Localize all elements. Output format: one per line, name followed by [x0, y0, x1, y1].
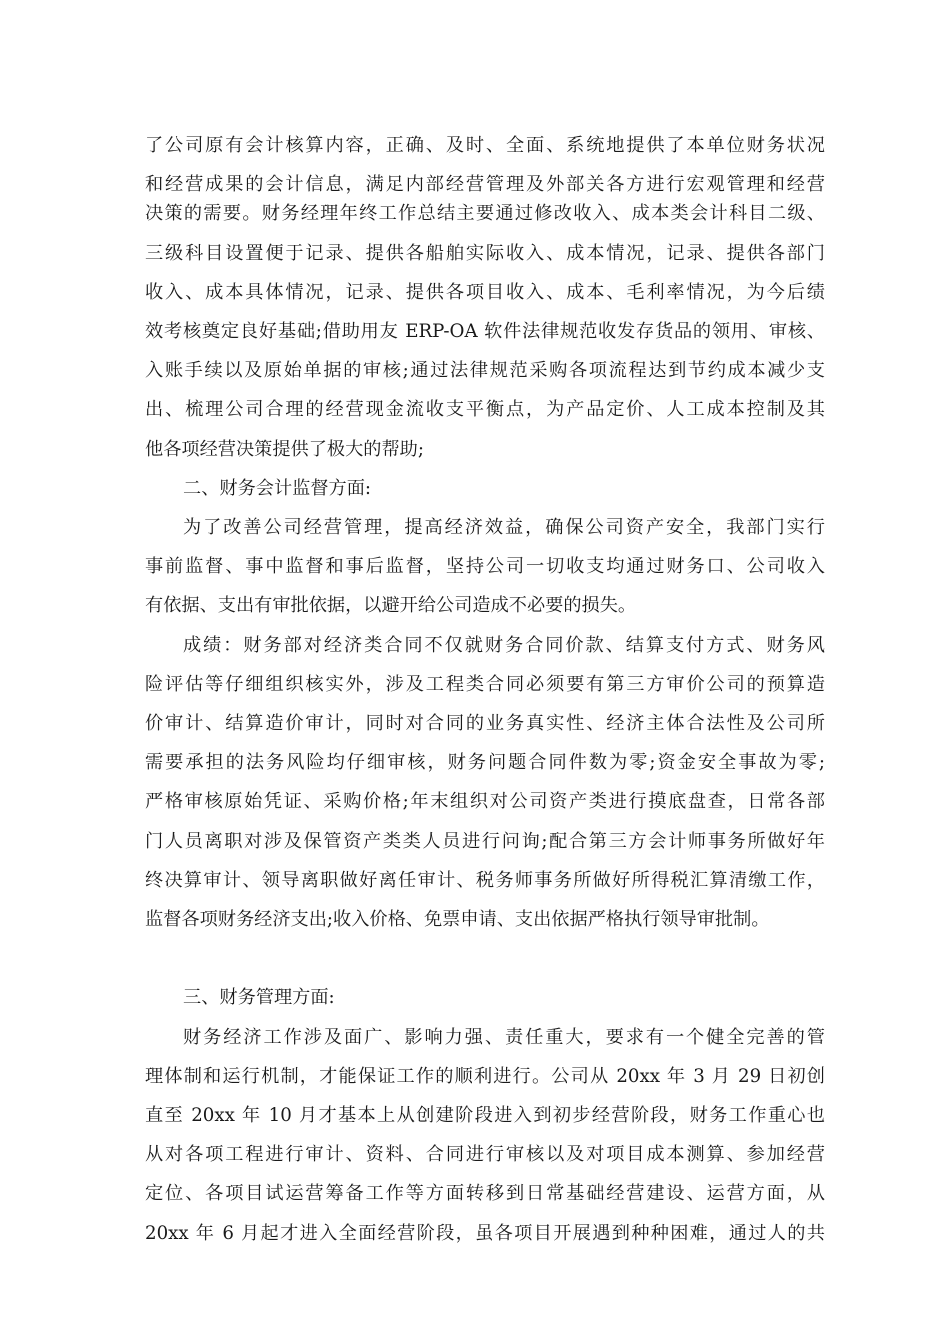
section-heading: 三、财务管理方面:: [183, 987, 335, 1008]
paragraph-line: 险评估等仔细组织核实外，涉及工程类合同必须要有第三方审价公司的预算造: [145, 674, 825, 695]
paragraph-line: 从对各项工程进行审计、资料、合同进行审核以及对项目成本测算、参加经营: [145, 1144, 825, 1165]
paragraph-line: 三级科目设置便于记录、提供各船舶实际收入、成本情况，记录、提供各部门: [145, 243, 825, 264]
paragraph-line: 效考核奠定良好基础;借助用友 ERP-OA 软件法律规范收发存货品的领用、审核、: [145, 321, 825, 342]
paragraph-line: 了公司原有会计核算内容，正确、及时、全面、系统地提供了本单位财务状况: [145, 135, 825, 156]
paragraph-line: 他各项经营决策提供了极大的帮助;: [145, 439, 424, 460]
paragraph-line: 为了改善公司经营管理，提高经济效益，确保公司资产安全，我部门实行: [183, 517, 825, 538]
paragraph-line: 价审计、结算造价审计，同时对合同的业务真实性、经济主体合法性及公司所: [145, 713, 825, 734]
paragraph-line: 终决算审计、领导离职做好离任审计、税务师事务所做好所得税汇算清缴工作，: [145, 870, 825, 891]
paragraph-line: 成绩：财务部对经济类合同不仅就财务合同价款、结算支付方式、财务风: [183, 635, 825, 656]
paragraph-line: 决策的需要。财务经理年终工作总结主要通过修改收入、成本类会计科目二级、: [145, 203, 825, 224]
paragraph-line: 严格审核原始凭证、采购价格;年末组织对公司资产类进行摸底盘查，日常各部: [145, 791, 825, 812]
paragraph-line: 20xx 年 6 月起才进入全面经营阶段，虽各项目开展遇到种种困难，通过人的共: [145, 1223, 825, 1244]
paragraph-line: 和经营成果的会计信息，满足内部经营管理及外部关各方进行宏观管理和经营: [145, 174, 825, 195]
paragraph-line: 监督各项财务经济支出;收入价格、免票申请、支出依据严格执行领导审批制。: [145, 909, 770, 930]
paragraph-line: 事前监督、事中监督和事后监督，坚持公司一切收支均通过财务口、公司收入: [145, 556, 825, 577]
paragraph-line: 定位、各项目试运营筹备工作等方面转移到日常基础经营建设、运营方面，从: [145, 1183, 825, 1204]
paragraph-line: 财务经济工作涉及面广、影响力强、责任重大，要求有一个健全完善的管: [183, 1027, 825, 1048]
paragraph-line: 入账手续以及原始单据的审核;通过法律规范采购各项流程达到节约成本减少支: [145, 360, 825, 381]
paragraph-line: 门人员离职对涉及保管资产类类人员进行问询;配合第三方会计师事务所做好年: [145, 831, 825, 852]
paragraph-line: 出、梳理公司合理的经营现金流收支平衡点，为产品定价、人工成本控制及其: [145, 399, 825, 420]
paragraph-line: 直至 20xx 年 10 月才基本上从创建阶段进入到初步经营阶段，财务工作重心也: [145, 1105, 825, 1126]
paragraph-line: 理体制和运行机制，才能保证工作的顺利进行。公司从 20xx 年 3 月 29 日初创: [145, 1066, 825, 1087]
paragraph-line: 收入、成本具体情况，记录、提供各项目收入、成本、毛利率情况，为今后绩: [145, 282, 825, 303]
paragraph-line: 有依据、支出有审批依据，以避开给公司造成不必要的损失。: [145, 595, 637, 616]
paragraph-line: 需要承担的法务风险均仔细审核，财务问题合同件数为零;资金安全事故为零;: [145, 752, 825, 773]
section-heading: 二、财务会计监督方面:: [183, 478, 372, 499]
